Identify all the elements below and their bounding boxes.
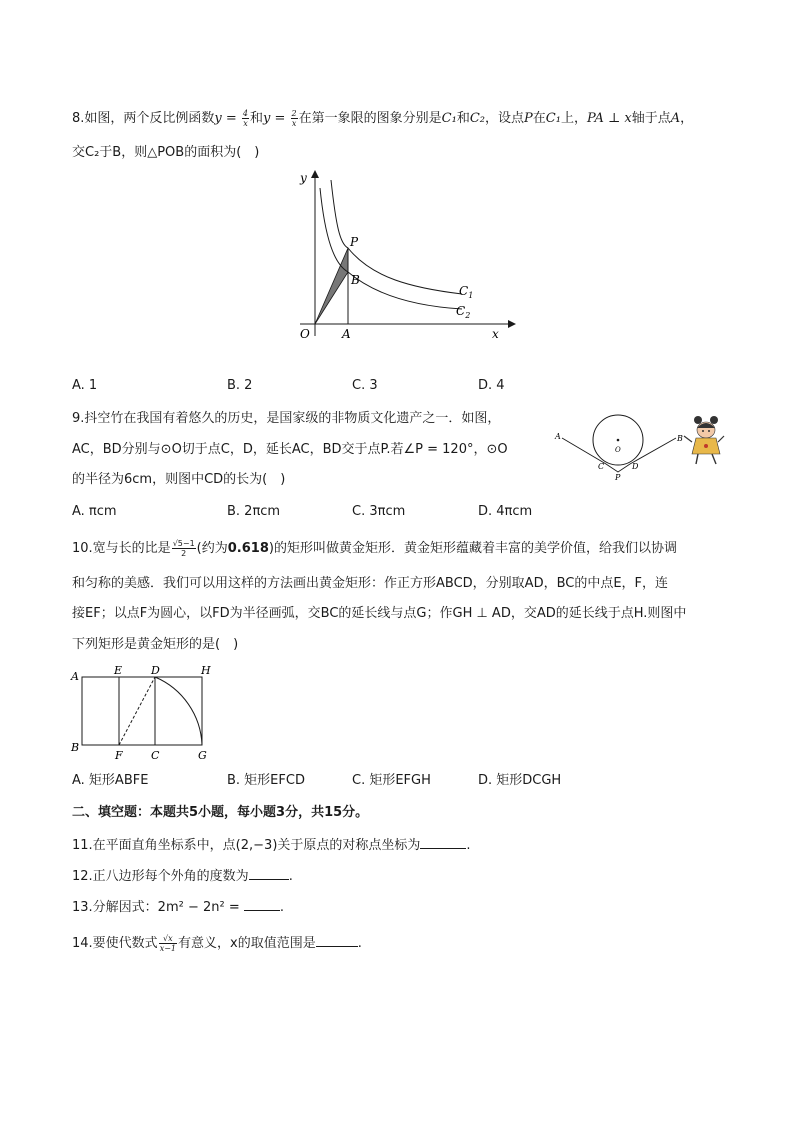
label-c2: $C_2$ [456,304,471,320]
q11-line: 11.在平面直角坐标系中，点(2,−3)关于原点的对称点坐标为 . [72,838,471,853]
label-b: B [677,434,683,443]
q9-diabolo-figure [548,406,726,486]
q9-line3: 的半径为6cm，则图中CD的长为( ) [72,472,286,487]
q10-golden-rectangle-figure [68,662,218,764]
q14-line: 14.要使代数式 $\frac{√x}{x-1}$ 有意义，x的取值范围是 . [72,934,362,953]
label-a: A [342,327,351,341]
label-o: O [300,327,310,341]
q8-option-c[interactable]: C. 3 [352,378,378,393]
label-b: B [71,741,80,754]
q11-answer-blank[interactable] [420,836,466,849]
q10-option-c[interactable]: C. 矩形EFGH [352,773,431,788]
q8-line1: 8.如图，两个反比例函数y = $\frac{4}{x}$ 和y = $\frac{2}{x}$ 在第一象限的图象分别是C₁和C₂，设点P在C₁上，PA ⊥ x轴于点A， [72,109,694,128]
label-p: P [615,473,621,482]
label-a: A [71,670,79,683]
fraction-sqrtx-over-x-minus-1: $\frac{√x}{x-1}$ [159,934,176,953]
q10-line4: 下列矩形是黄金矩形的是( ) [72,637,239,652]
q8-option-a[interactable]: A. 1 [72,378,98,393]
q8-line2: 交C₂于B，则△POB的面积为( ) [72,145,260,160]
label-a: A [555,432,561,441]
label-g: G [198,749,207,762]
label-p: P [350,235,359,249]
q9-line2: AC，BD分别与⊙O切于点C，D，延长AC，BD交于点P.若∠P = 120°，⊙O [72,442,508,457]
q9-option-c[interactable]: C. 3πcm [352,504,406,519]
section-2-title: 二、填空题：本题共5小题，每小题3分，共15分。 [72,805,369,820]
string-lines [562,438,676,472]
q8-option-b[interactable]: B. 2 [227,378,253,393]
triangle-pob [315,248,348,324]
label-c1: $C_1$ [459,284,474,300]
label-y: y [300,171,307,185]
label-d: D [151,664,160,677]
q10-option-a[interactable]: A. 矩形ABFE [72,773,149,788]
label-c: C [598,462,605,471]
q10-line1: 10.宽与长的比是 $\frac{√5-1}{2}$ (约为0.618)的矩形叫做黄金矩形．黄金矩形蕴藏着丰富的美学价值，给我们以协调 [72,539,677,558]
q9-option-b[interactable]: B. 2πcm [227,504,281,519]
q10-line3: 接EF；以点F为圆心，以FD为半径画弧，交BC的延长线与点G；作GH ⊥ AD，交AD的延长线于点H.则图中 [72,606,687,621]
fraction-4-over-x: $\frac{4}{x}$ [242,109,249,128]
label-d: D [632,462,639,471]
q8-option-d[interactable]: D. 4 [478,378,505,393]
label-b: B [351,273,360,287]
q9-line1: 9.抖空竹在我国有着悠久的历史，是国家级的非物质文化遗产之一．如图， [72,411,501,426]
q10-line2: 和匀称的美感．我们可以用这样的方法画出黄金矩形：作正方形ABCD，分别取AD，BC的中点E，F，连 [72,576,669,591]
label-f: F [115,749,123,762]
label-c: C [151,749,160,762]
rectangle-abgh [82,677,202,745]
center-o [617,439,620,442]
q13-line: 13.分解因式：2m² − 2n² = . [72,900,284,915]
q12-answer-blank[interactable] [249,867,289,880]
child-figure-illustration [684,416,724,464]
q9-option-a[interactable]: A. πcm [72,504,117,519]
y-axis-arrow [311,170,319,178]
x-axis-arrow [508,320,516,328]
arc-dg [155,677,202,745]
q9-option-d[interactable]: D. 4πcm [478,504,533,519]
label-o: O [615,446,621,454]
q8-graph-figure [282,166,518,346]
q10-option-b[interactable]: B. 矩形EFCD [227,773,305,788]
fraction-sqrt5-minus-1-over-2: $\frac{√5-1}{2}$ [172,539,195,558]
fraction-2-over-x: $\frac{2}{x}$ [291,109,297,128]
q13-answer-blank[interactable] [244,898,280,911]
q10-option-d[interactable]: D. 矩形DCGH [478,773,562,788]
label-x: x [492,327,499,341]
q14-answer-blank[interactable] [316,934,358,947]
segment-fd-dashed [119,677,155,745]
label-h: H [201,664,211,677]
label-e: E [114,664,123,677]
q12-line: 12.正八边形每个外角的度数为 . [72,869,293,884]
